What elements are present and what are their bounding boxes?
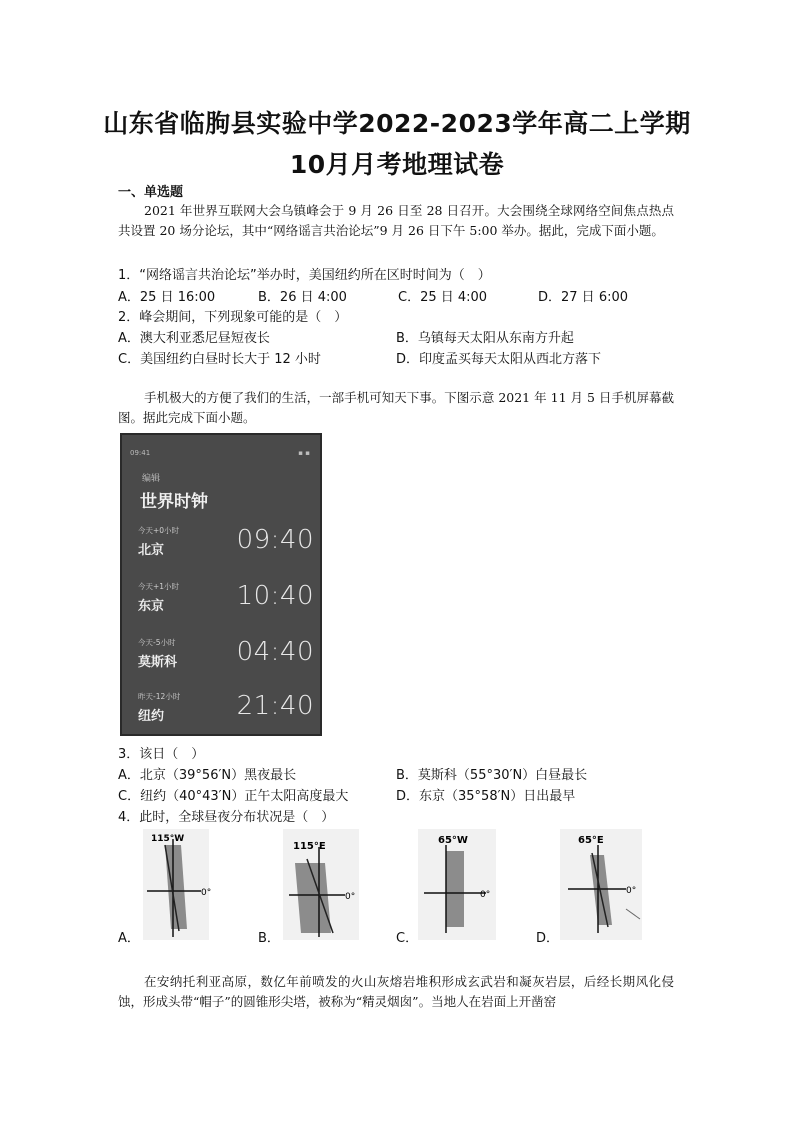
clock-offset: 今天-5小时 bbox=[138, 638, 176, 647]
meridian-label: 65°E bbox=[578, 835, 604, 846]
q3-option-d: D．东京（35°58′N）日出最早 bbox=[396, 789, 576, 804]
page-title: 山东省临朐县实验中学2022-2023学年高二上学期 bbox=[103, 109, 691, 138]
equator-label: 0° bbox=[626, 886, 637, 896]
q4-option-d-diagram bbox=[560, 829, 642, 940]
q2-option-d: D．印度孟买每天太阳从西北方落下 bbox=[396, 352, 602, 367]
q3-option-c: C．纽约（40°43′N）正午太阳高度最大 bbox=[118, 789, 349, 804]
phone-status-icons: ▪ ▪ bbox=[298, 449, 310, 457]
phone-screenshot bbox=[120, 433, 322, 736]
intro-paragraph-2: 手机极大的方便了我们的生活，一部手机可知天下事。下图示意 2021 年 11 月 5 日手机屏幕截图。据此完成下面小题。 bbox=[118, 390, 674, 425]
q3-option-a: A．北京（39°56′N）黑夜最长 bbox=[118, 768, 297, 783]
phone-edit-link: 编辑 bbox=[142, 474, 161, 484]
q4-option-a-label: A． bbox=[118, 931, 140, 946]
clock-city: 纽约 bbox=[138, 709, 165, 724]
q2-option-b: B．乌镇每天太阳从东南方升起 bbox=[396, 331, 574, 346]
q2-option-c: C．美国纽约白昼时长大于 12 小时 bbox=[118, 352, 321, 367]
q1-option-d: D．27 日 6:00 bbox=[538, 290, 629, 305]
q3-option-b: B．莫斯科（55°30′N）白昼最长 bbox=[396, 768, 588, 783]
clock-offset: 今天+0小时 bbox=[138, 526, 180, 535]
q4-option-b-label: B． bbox=[258, 931, 280, 946]
q2-stem: 2．峰会期间，下列现象可能的是（ ） bbox=[118, 310, 348, 325]
clock-time: 04:40 bbox=[236, 637, 314, 667]
meridian-label: 115°E bbox=[293, 841, 326, 852]
clock-time: 10:40 bbox=[236, 581, 314, 611]
q4-option-d-label: D． bbox=[536, 931, 560, 946]
clock-row bbox=[138, 691, 314, 741]
meridian-label: 65°W bbox=[438, 835, 468, 846]
clock-time: 21:40 bbox=[236, 691, 314, 721]
intro-paragraph-1: 2021 年世界互联网大会乌镇峰会于 9 月 26 日至 28 日召开。大会围绕全球网络空间焦点热点共设置 20 场分论坛，其中“网络谣言共治论坛”9 月 26 日下午 5:00 举办。据此，完成下面小题。 bbox=[118, 203, 674, 238]
clock-city: 北京 bbox=[138, 543, 165, 558]
q3-stem: 3．该日（ ） bbox=[118, 747, 205, 762]
q1-stem: 1．“网络谣言共治论坛”举办时，美国纽约所在区时时间为（ ） bbox=[118, 268, 491, 283]
clock-row bbox=[138, 581, 314, 631]
clock-city: 东京 bbox=[138, 599, 165, 614]
intro-paragraph-3: 在安纳托利亚高原，数亿年前喷发的火山灰熔岩堆积形成玄武岩和凝灰岩层，后经长期风化侵蚀，形成头带“帽子”的圆锥形尖塔，被称为“精灵烟囱”。当地人在岩面上开凿窑 bbox=[118, 974, 674, 1009]
equator-label: 0° bbox=[201, 888, 212, 898]
clock-offset: 今天+1小时 bbox=[138, 582, 180, 591]
clock-offset: 昨天-12小时 bbox=[138, 692, 181, 701]
phone-status-time: 09:41 bbox=[130, 449, 151, 457]
q4-option-c-diagram bbox=[418, 829, 496, 940]
q4-option-b-diagram bbox=[283, 829, 359, 940]
q1-option-c: C．25 日 4:00 bbox=[398, 290, 488, 305]
q4-option-a-diagram bbox=[143, 829, 212, 940]
q1-option-a: A．25 日 16:00 bbox=[118, 290, 216, 305]
q2-option-a: A．澳大利亚悉尼昼短夜长 bbox=[118, 331, 270, 346]
clock-row bbox=[138, 525, 314, 575]
meridian-label: 115°W bbox=[151, 834, 185, 844]
clock-city: 莫斯科 bbox=[138, 655, 178, 670]
q4-stem: 4．此时，全球昼夜分布状况是（ ） bbox=[118, 810, 335, 825]
equator-label: 0° bbox=[480, 890, 491, 900]
page-subtitle: 10月月考地理试卷 bbox=[289, 150, 505, 179]
q1-option-b: B．26 日 4:00 bbox=[258, 290, 347, 305]
clock-time: 09:40 bbox=[236, 525, 314, 555]
clock-row bbox=[138, 637, 314, 687]
phone-world-clock-title: 世界时钟 bbox=[140, 492, 208, 512]
q4-option-c-label: C． bbox=[396, 931, 419, 946]
equator-label: 0° bbox=[345, 892, 356, 902]
section-heading: 一、单选题 bbox=[118, 185, 184, 200]
